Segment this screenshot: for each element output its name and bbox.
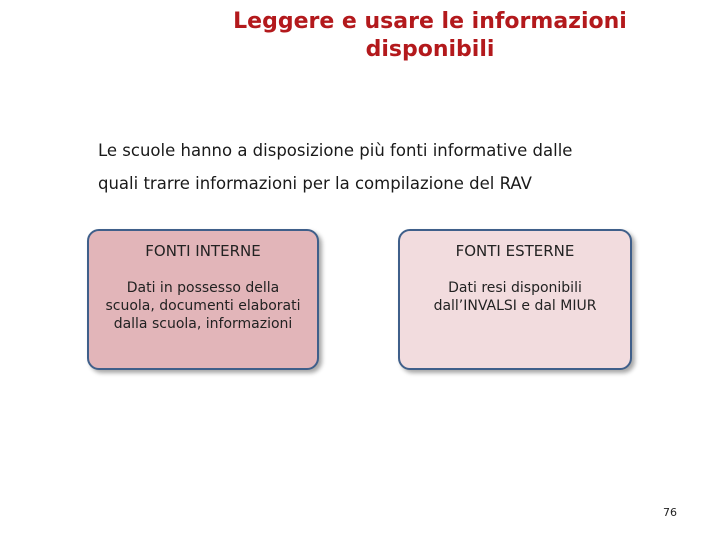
page-number: 76 (663, 506, 677, 519)
slide-title-line-1: Leggere e usare le informazioni (233, 9, 627, 34)
internal-sources-heading: FONTI INTERNE (145, 242, 261, 260)
intro-line-2: quali trarre informazioni per la compilazione del RAV (98, 174, 532, 193)
external-sources-box (398, 229, 632, 370)
external-sources-heading: FONTI ESTERNE (455, 242, 575, 260)
slide-title-line-2: disponibili (365, 37, 495, 62)
internal-sources-box (87, 229, 319, 370)
external-sources-description: Dati resi disponibili dall’INVALSI e dal MIUR (433, 280, 597, 314)
internal-sources-description: Dati in possesso della scuola, documenti elaborati dalla scuola, informazioni (105, 280, 301, 332)
slide-title (150, 8, 710, 64)
intro-text (98, 134, 658, 200)
intro-line-1: Le scuole hanno a disposizione più fonti informative dalle (98, 141, 573, 160)
